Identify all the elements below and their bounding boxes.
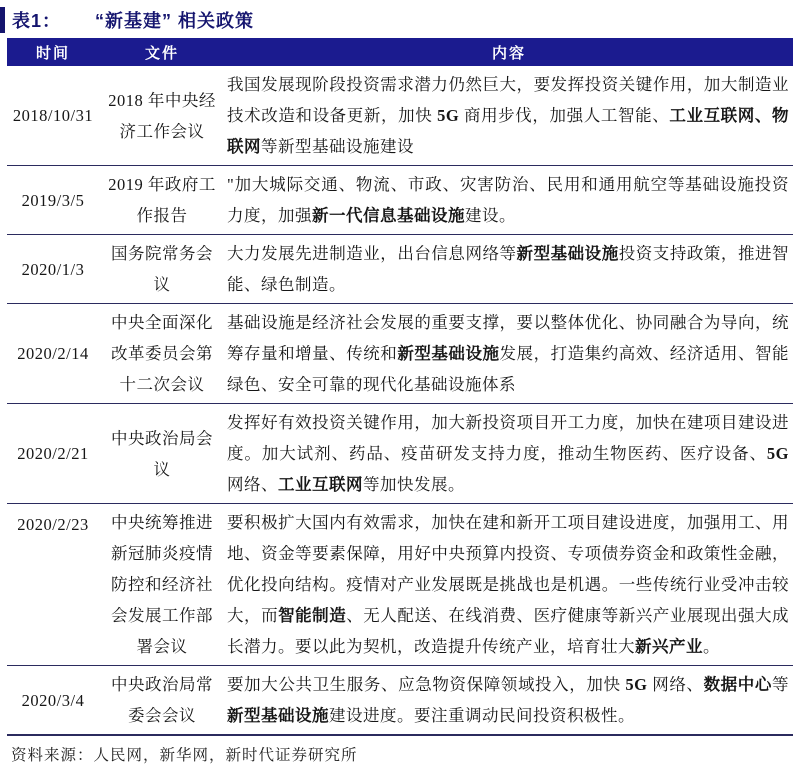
row-date: 2020/2/21 [17, 444, 89, 463]
header-content: 内容 [491, 44, 526, 62]
row-document: 中央全面深化改革委员会第十二次会议 [111, 313, 213, 394]
row-date: 2019/3/5 [21, 190, 85, 210]
source-note: 资料来源：人民网，新华网，新时代证券研究所 [11, 747, 358, 764]
title-accent-bar [0, 7, 5, 33]
row-content: "加大城际交通、物流、市政、灾害防治、民用和通用航空等基础设施投资力度，加强新一代信息基础设施建设。 [227, 175, 789, 225]
row-date: 2020/3/4 [21, 690, 85, 710]
row-content: 要加大公共卫生服务、应急物资保障领域投入，加快 5G 网络、数据中心等新型基础设施建设进度。要注重调动民间投资积极性。 [227, 675, 790, 725]
table-row [7, 404, 793, 504]
row-content: 大力发展先进制造业，出台信息网络等新型基础设施投资支持政策，推进智能、绿色制造。 [227, 244, 789, 294]
table-title-text: “新基建” 相关政策 [95, 11, 255, 31]
row-date: 2018/10/31 [12, 106, 94, 125]
table-row [7, 304, 793, 404]
row-document: 2018 年中央经济工作会议 [108, 90, 216, 141]
row-date: 2020/2/23 [17, 515, 89, 534]
table-title [0, 0, 800, 38]
header-time: 时间 [35, 44, 70, 62]
table-row [7, 504, 793, 666]
policy-table [7, 38, 793, 736]
table-number-label: 表1： [12, 11, 62, 31]
header-document: 文件 [144, 44, 179, 62]
row-content: 发挥好有效投资关键作用，加大新投资项目开工力度，加快在建项目建设进度。加大试剂、药品、疫苗研发支持力度，推动生物医药、医疗设备、5G 网络、工业互联网等加快发展。 [227, 413, 789, 494]
row-content: 基础设施是经济社会发展的重要支撑，要以整体优化、协同融合为导向，统筹存量和增量、传统和新型基础设施发展，打造集约高效、经济适用、智能绿色、安全可靠的现代化基础设施体系 [227, 313, 789, 394]
row-date: 2020/1/3 [21, 259, 85, 279]
row-document: 中央政治局会议 [111, 428, 213, 479]
row-document: 中央统筹推进新冠肺炎疫情防控和经济社会发展工作部署会议 [111, 513, 213, 656]
table-row [7, 66, 793, 166]
row-document: 2019 年政府工作报告 [108, 175, 216, 225]
row-document: 中央政治局常委会会议 [111, 675, 213, 725]
table-row [7, 666, 793, 736]
table-row [7, 235, 793, 304]
table-header-row [7, 38, 793, 66]
table-body [7, 66, 793, 736]
table-row [7, 166, 793, 235]
row-document: 国务院常务会议 [111, 244, 213, 294]
row-date: 2020/2/14 [17, 344, 89, 363]
row-content: 我国发展现阶段投资需求潜力仍然巨大，要发挥投资关键作用，加大制造业技术改造和设备更新，加快 5G 商用步伐，加强人工智能、工业互联网、物联网等新型基础设施建设 [227, 75, 790, 156]
row-content: 要积极扩大国内有效需求，加快在建和新开工项目建设进度，加强用工、用地、资金等要素保障，用好中央预算内投资、专项债券资金和政策性金融，优化投向结构。疫情对产业发展既是挑战也是机遇。一些传统行业受冲击较大，而智能制造、无人配送、在线消费、医疗健康等新兴产业展现出强大成长潜力。要以此为契机，改造提升传统产业，培育壮大新兴产业。 [227, 513, 789, 656]
